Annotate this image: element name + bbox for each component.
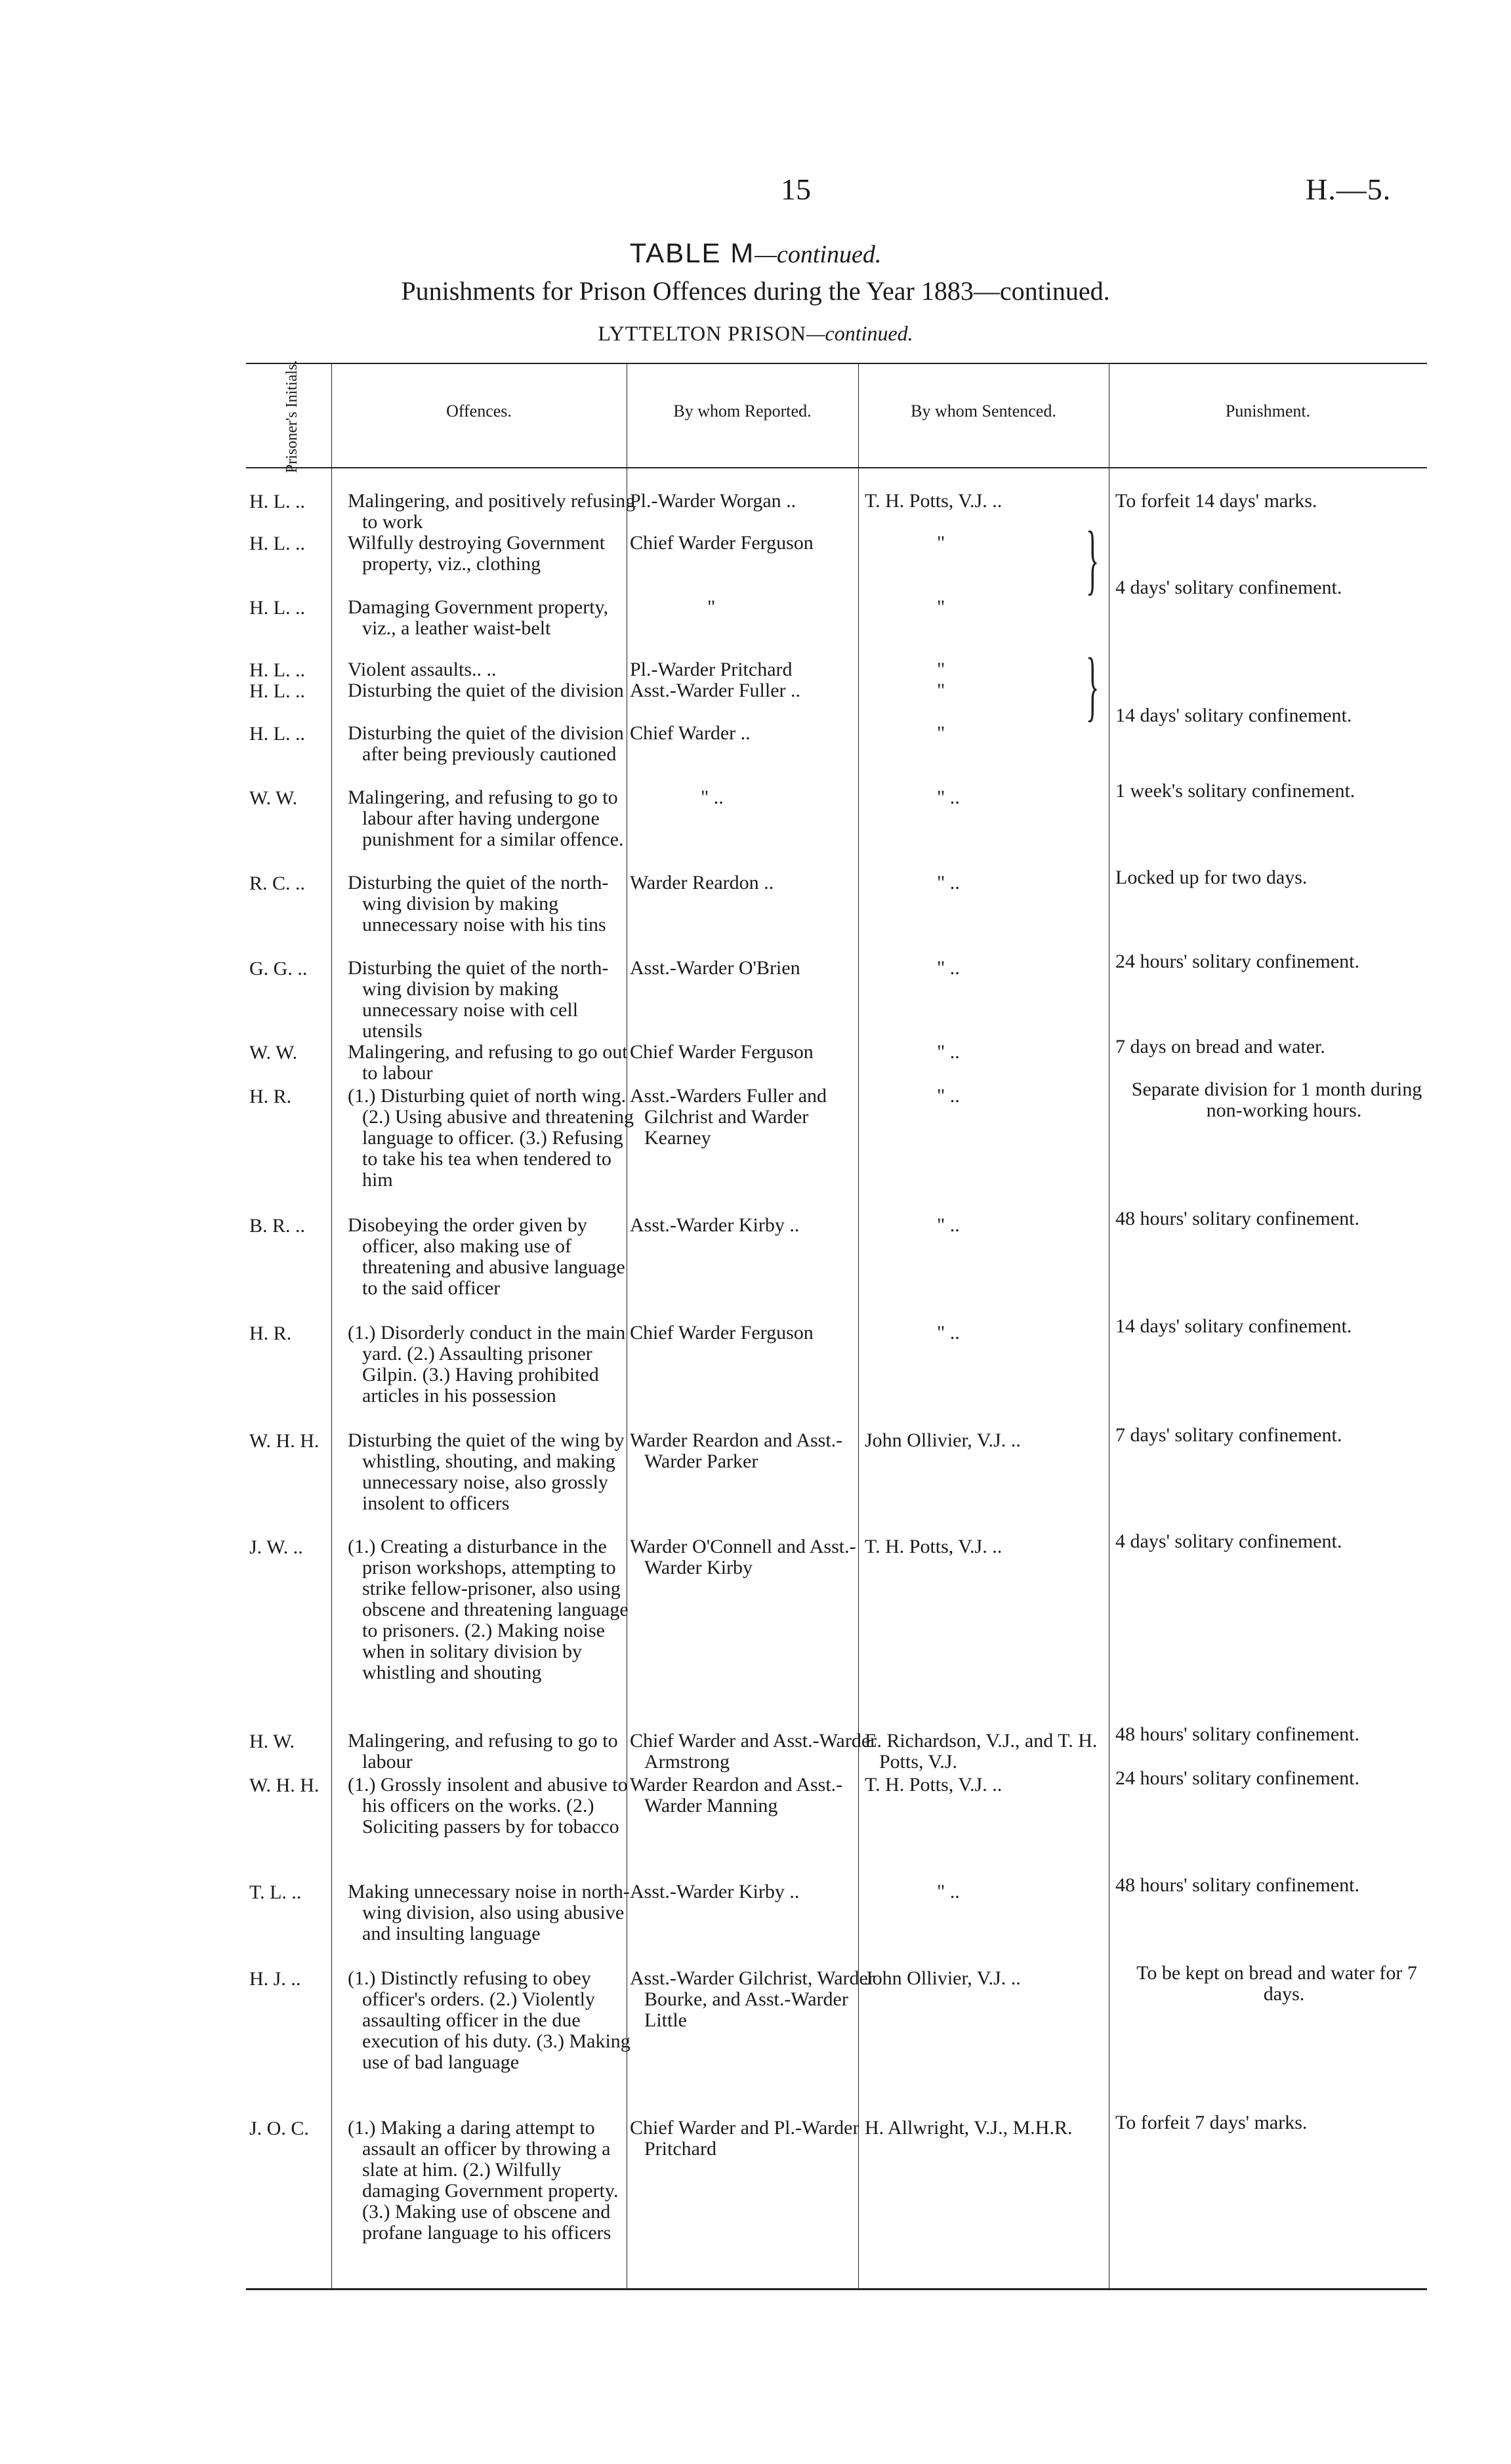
- row-initials: B. R. ..: [249, 1215, 306, 1237]
- row-reported: Chief Warder and Asst.-Warder Armstrong: [630, 1730, 877, 1773]
- row-initials: J. W. ..: [249, 1536, 303, 1558]
- row-reported: Chief Warder and Pl.-Warder Pritchard: [630, 2117, 859, 2160]
- row-sentenced: ": [937, 532, 945, 554]
- row-sentenced: ": [937, 722, 945, 744]
- row-offence: Disturbing the quiet of the wing by whistling, shouting, and making unnecessary noise, also grossly insolent to officers: [348, 1429, 625, 1514]
- brace-icon: }: [1086, 642, 1100, 729]
- header-punishment: Punishment.: [1225, 401, 1311, 421]
- row-offence: Making unnecessary noise in north-wing division, also using abusive and insulting language: [348, 1881, 630, 1944]
- row-reported: Warder O'Connell and Asst.-Warder Kirby: [630, 1536, 856, 1578]
- row-initials: W. W.: [249, 1042, 298, 1063]
- row-offence: (1.) Disorderly conduct in the main yard. (2.) Assaulting prisoner Gilpin. (3.) Having prohibited articles in his possession: [348, 1322, 626, 1407]
- brace-icon: }: [1086, 515, 1100, 602]
- row-reported: Chief Warder Ferguson: [630, 1322, 814, 1344]
- row-offence: Disturbing the quiet of the division after being previously cautioned: [348, 722, 624, 765]
- table-subtitle: Punishments for Prison Offences during the Year 1883—continued.: [401, 276, 1110, 306]
- row-punishment: To forfeit 7 days' marks.: [1115, 2112, 1308, 2133]
- row-offence: Violent assaults.. ..: [348, 659, 497, 680]
- row-sentenced: T. H. Potts, V.J. ..: [865, 1536, 1003, 1557]
- row-sentenced: H. Allwright, V.J., M.H.R.: [865, 2117, 1073, 2139]
- page-number: 15: [781, 173, 811, 206]
- row-reported: Chief Warder ..: [630, 722, 751, 744]
- row-punishment: 7 days' solitary confinement.: [1115, 1424, 1342, 1446]
- row-reported: Asst.-Warder O'Brien: [630, 957, 800, 979]
- row-initials: H. R.: [249, 1086, 292, 1107]
- row-sentenced: " ..: [937, 1041, 960, 1063]
- row-initials: H. L. ..: [249, 723, 305, 745]
- row-punishment: 24 hours' solitary confinement.: [1115, 1767, 1359, 1789]
- row-initials: W. H. H.: [249, 1775, 320, 1796]
- header-initials: Prisoner's Initials.: [283, 359, 300, 474]
- section-title-suffix: —continued.: [806, 321, 913, 345]
- row-initials: H. L. ..: [249, 680, 305, 702]
- row-punishment: 4 days' solitary confinement.: [1115, 577, 1342, 598]
- row-punishment: 14 days' solitary confinement.: [1115, 1315, 1352, 1337]
- table-title-main: TABLE M: [629, 237, 755, 268]
- row-sentenced: E. Richardson, V.J., and T. H. Potts, V.J.: [865, 1730, 1098, 1773]
- row-reported: Asst.-Warder Gilchrist, Warder Bourke, and Asst.-Warder Little: [630, 1967, 875, 2031]
- row-initials: W. H. H.: [249, 1430, 320, 1452]
- row-reported: " ..: [701, 787, 724, 808]
- row-punishment: 24 hours' solitary confinement.: [1115, 951, 1359, 972]
- row-offence: Disturbing the quiet of the north-wing division by making unnecessary noise with cell utensils: [348, 957, 609, 1042]
- row-offence: Malingering, and refusing to go to labour: [348, 1730, 618, 1773]
- row-punishment: Separate division for 1 month during non-working hours.: [1131, 1078, 1422, 1121]
- row-sentenced: ": [937, 596, 945, 618]
- table-title-suffix: —continued.: [755, 241, 882, 268]
- row-reported: ": [707, 596, 716, 618]
- row-reported: Warder Reardon ..: [630, 872, 774, 893]
- row-initials: T. L. ..: [249, 1881, 302, 1903]
- header-sentenced: By whom Sentenced.: [911, 401, 1056, 421]
- row-initials: H. W.: [249, 1731, 295, 1752]
- row-punishment: 48 hours' solitary confinement.: [1115, 1208, 1359, 1229]
- row-initials: H. J. ..: [249, 1968, 301, 1990]
- row-punishment: 48 hours' solitary confinement.: [1115, 1874, 1359, 1896]
- row-offence: Malingering, and positively refusing to work: [348, 490, 636, 533]
- row-sentenced: T. H. Potts, V.J. ..: [865, 1774, 1003, 1796]
- row-reported: Warder Reardon and Asst.-Warder Parker: [630, 1429, 843, 1472]
- row-sentenced: John Ollivier, V.J. ..: [865, 1967, 1021, 1989]
- row-offence: Disturbing the quiet of the division: [348, 680, 624, 701]
- row-offence: (1.) Creating a disturbance in the prison workshops, attempting to strike fellow-prisoner, also using obscene and threatening language to prisoners. (2.) Making noise when in solitary division by whistling and shouting: [348, 1536, 629, 1683]
- row-initials: H. L. ..: [249, 491, 305, 512]
- row-offence: Wilfully destroying Government property, viz., clothing: [348, 532, 606, 575]
- table-top-rule: [246, 363, 1427, 364]
- table-bottom-rule: [246, 2288, 1427, 2290]
- row-sentenced: " ..: [937, 1881, 960, 1902]
- header-reported: By whom Reported.: [673, 401, 812, 421]
- row-punishment: 1 week's solitary confinement.: [1115, 780, 1356, 802]
- row-punishment: To be kept on bread and water for 7 days.: [1136, 1962, 1417, 2005]
- row-reported: Pl.-Warder Worgan ..: [630, 490, 797, 512]
- row-initials: H. L. ..: [249, 533, 305, 554]
- row-reported: Asst.-Warder Fuller ..: [630, 680, 801, 701]
- row-sentenced: " ..: [937, 1214, 960, 1236]
- row-offence: Malingering, and refusing to go out to labour: [348, 1041, 628, 1084]
- row-punishment: 4 days' solitary confinement.: [1115, 1530, 1342, 1552]
- row-reported: Asst.-Warder Kirby ..: [630, 1881, 800, 1902]
- row-sentenced: T. H. Potts, V.J. ..: [865, 490, 1003, 512]
- row-punishment: Locked up for two days.: [1115, 867, 1308, 888]
- row-punishment: To forfeit 14 days' marks.: [1115, 490, 1317, 512]
- row-sentenced: " ..: [937, 1085, 960, 1107]
- row-sentenced: " ..: [937, 872, 960, 893]
- row-punishment: 48 hours' solitary confinement.: [1115, 1723, 1359, 1745]
- row-offence: (1.) Grossly insolent and abusive to his officers on the works. (2.) Soliciting passers by for tobacco: [348, 1774, 628, 1838]
- row-initials: H. L. ..: [249, 659, 305, 681]
- row-initials: H. L. ..: [249, 597, 305, 619]
- section-title-main: LYTTELTON PRISON: [598, 321, 807, 345]
- row-sentenced: " ..: [937, 957, 960, 979]
- row-reported: Asst.-Warder Kirby ..: [630, 1214, 800, 1236]
- row-reported: Pl.-Warder Pritchard: [630, 659, 793, 680]
- row-offence: (1.) Disturbing quiet of north wing. (2.) Using abusive and threatening language to officer. (3.) Refusing to take his tea when tendered to him: [348, 1085, 634, 1191]
- row-punishment: 7 days on bread and water.: [1115, 1036, 1325, 1057]
- row-reported: Asst.-Warders Fuller and Gilchrist and Warder Kearney: [630, 1085, 827, 1149]
- row-sentenced: John Ollivier, V.J. ..: [865, 1429, 1021, 1451]
- row-punishment: 14 days' solitary confinement.: [1115, 705, 1352, 726]
- row-reported: Chief Warder Ferguson: [630, 1041, 814, 1063]
- row-offence: (1.) Distinctly refusing to obey officer's orders. (2.) Violently assaulting officer in the due execution of his duty. (3.) Making use of bad language: [348, 1967, 631, 2073]
- row-offence: Disturbing the quiet of the north-wing division by making unnecessary noise with his tins: [348, 872, 609, 935]
- row-initials: G. G. ..: [249, 958, 308, 979]
- document-code: H.—5.: [1306, 173, 1392, 206]
- row-initials: H. R.: [249, 1323, 292, 1344]
- row-sentenced: " ..: [937, 787, 960, 808]
- row-reported: Warder Reardon and Asst.-Warder Manning: [630, 1774, 843, 1817]
- row-offence: Malingering, and refusing to go to labour after having undergone punishment for a similar offence.: [348, 787, 624, 850]
- table-title: [0, 237, 1511, 269]
- row-sentenced: " ..: [937, 1322, 960, 1344]
- row-offence: Disobeying the order given by officer, also making use of threatening and abusive language to the said officer: [348, 1214, 625, 1299]
- section-title: [0, 321, 1511, 346]
- row-offence: (1.) Making a daring attempt to assault an officer by throwing a slate at him. (2.) Wilfully damaging Government property. (3.) Making use of obscene and profane language to his officers: [348, 2117, 619, 2244]
- row-sentenced: ": [937, 680, 945, 701]
- row-sentenced: ": [937, 659, 945, 680]
- column-divider: [331, 363, 332, 2288]
- row-initials: W. W.: [249, 787, 298, 809]
- row-offence: Damaging Government property, viz., a leather waist-belt: [348, 596, 609, 639]
- row-reported: Chief Warder Ferguson: [630, 532, 814, 554]
- header-offences: Offences.: [446, 401, 512, 421]
- row-initials: J. O. C.: [249, 2118, 309, 2139]
- row-initials: R. C. ..: [249, 873, 306, 894]
- header-bottom-rule: [246, 467, 1427, 468]
